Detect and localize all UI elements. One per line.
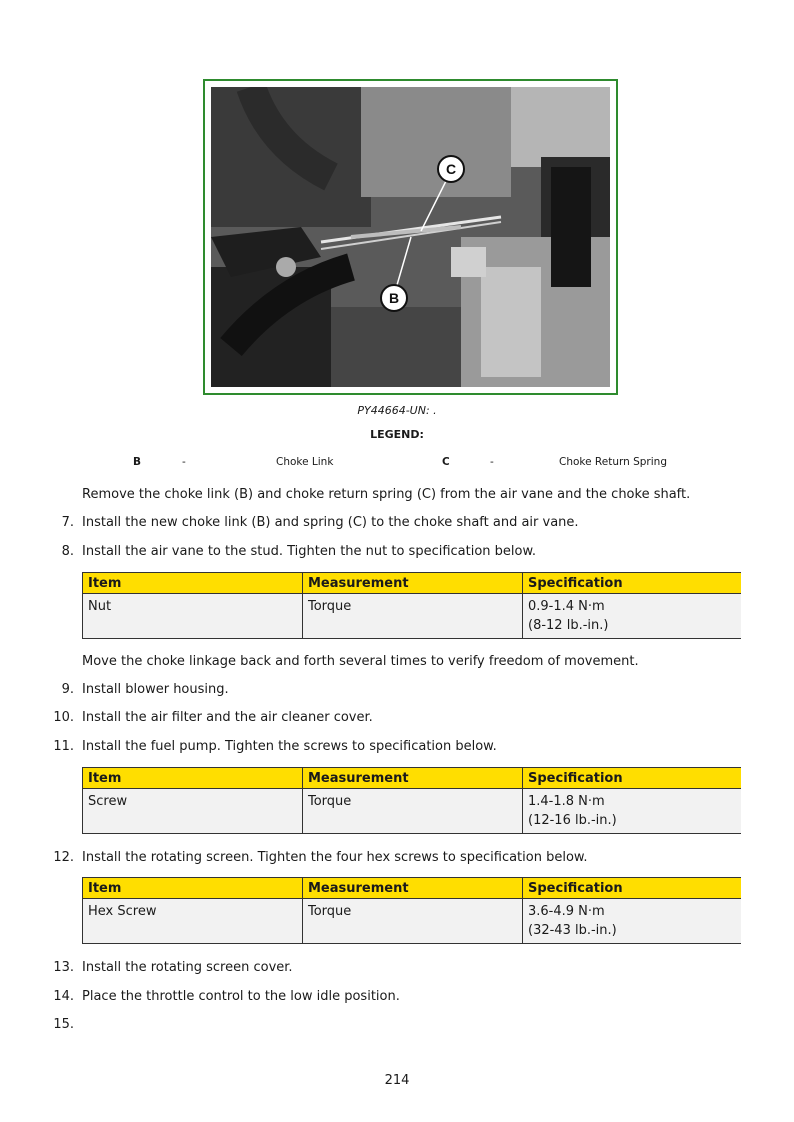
step-number: 13.	[53, 960, 74, 975]
header-item: Item	[83, 878, 303, 899]
page-number: 214	[384, 1073, 410, 1088]
step-text: Install the rotating screen cover.	[82, 960, 293, 975]
cell-item: Nut	[83, 594, 303, 639]
header-item: Item	[83, 768, 303, 789]
legend-dash-c: -	[490, 456, 494, 468]
header-measurement: Measurement	[303, 573, 523, 594]
engine-photo-frame	[203, 79, 618, 395]
step-text: Install the rotating screen. Tighten the four hex screws to specification below.	[82, 850, 588, 865]
legend-text-c: Choke Return Spring	[559, 456, 667, 468]
spec-metric: 3.6-4.9 N·m	[528, 904, 605, 919]
legend-key-c: C	[442, 456, 450, 468]
step-text: Install the air vane to the stud. Tighten the nut to specification below.	[82, 544, 537, 559]
cell-item: Screw	[83, 789, 303, 834]
spec-table-nut	[82, 572, 741, 639]
callout-c: C	[445, 161, 457, 177]
header-item: Item	[83, 573, 303, 594]
header-specification: Specification	[523, 573, 742, 594]
cell-measurement: Torque	[303, 789, 523, 834]
legend-text-b: Choke Link	[276, 456, 334, 468]
engine-photo	[211, 87, 610, 387]
cell-specification	[523, 594, 742, 639]
cell-specification	[523, 789, 742, 834]
paragraph-remove-choke: Remove the choke link (B) and choke return spring (C) from the air vane and the choke shaft.	[82, 487, 691, 502]
step-number: 14.	[53, 989, 74, 1004]
legend-key-b: B	[133, 456, 142, 468]
table-row	[83, 899, 742, 944]
spec-metric: 1.4-1.8 N·m	[528, 794, 605, 809]
spec-metric: 0.9-1.4 N·m	[528, 599, 605, 614]
callout-b: B	[388, 290, 400, 306]
step-number: 15.	[53, 1017, 74, 1032]
step-text: Install the new choke link (B) and spring (C) to the choke shaft and air vane.	[82, 515, 579, 530]
cell-item: Hex Screw	[83, 899, 303, 944]
cell-measurement: Torque	[303, 899, 523, 944]
figure-caption: PY44664-UN: .	[357, 404, 437, 417]
step-text: Place the throttle control to the low idle position.	[82, 989, 400, 1004]
header-specification: Specification	[523, 878, 742, 899]
step-number: 12.	[53, 850, 74, 865]
step-number: 7.	[61, 515, 74, 530]
step-text: Install the air filter and the air cleaner cover.	[82, 710, 373, 725]
spec-table-hex-screw	[82, 877, 741, 944]
cell-specification	[523, 899, 742, 944]
legend-title: LEGEND:	[370, 428, 424, 441]
spec-imperial: (32-43 lb.-in.)	[528, 923, 617, 938]
header-measurement: Measurement	[303, 768, 523, 789]
header-measurement: Measurement	[303, 878, 523, 899]
step-number: 8.	[61, 544, 74, 559]
legend-dash-b: -	[182, 456, 186, 468]
spec-imperial: (12-16 lb.-in.)	[528, 813, 617, 828]
step-text: Install blower housing.	[82, 682, 229, 697]
step-text: Install the fuel pump. Tighten the screws to specification below.	[82, 739, 497, 754]
step-number: 11.	[53, 739, 74, 754]
table-row	[83, 594, 742, 639]
spec-table-screw	[82, 767, 741, 834]
cell-measurement: Torque	[303, 594, 523, 639]
table-row	[83, 789, 742, 834]
spec-imperial: (8-12 lb.-in.)	[528, 618, 609, 633]
step-number: 9.	[61, 682, 74, 697]
step-number: 10.	[53, 710, 74, 725]
paragraph-verify-movement: Move the choke linkage back and forth several times to verify freedom of movement.	[82, 654, 639, 669]
header-specification: Specification	[523, 768, 742, 789]
